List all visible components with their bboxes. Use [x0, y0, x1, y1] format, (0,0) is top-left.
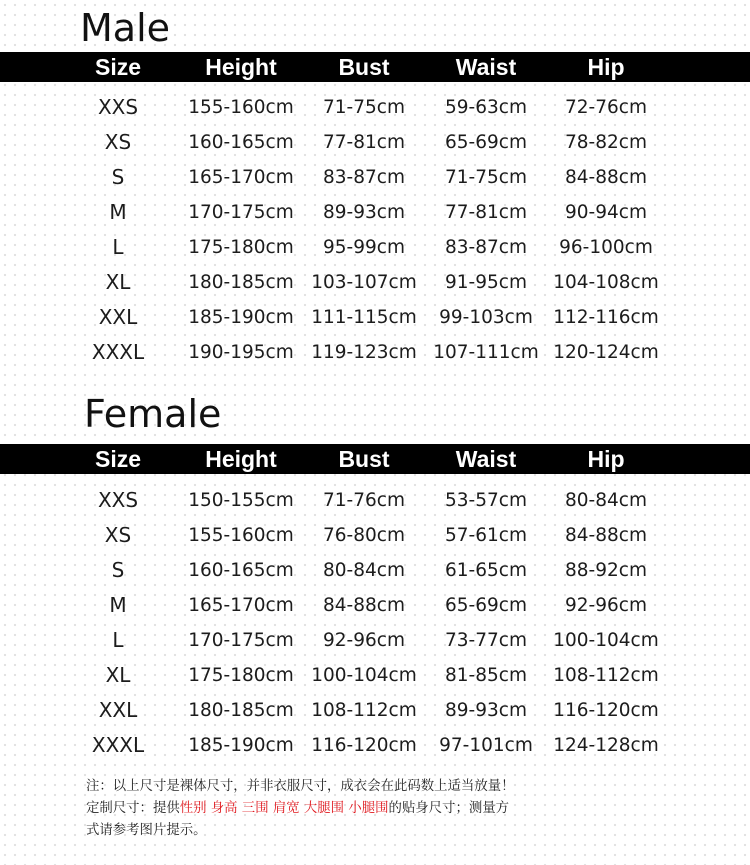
bust-cell: 71-76cm — [323, 490, 405, 511]
hip-cell: 108-112cm — [553, 665, 659, 686]
waist-cell: 73-77cm — [445, 630, 527, 651]
table-row — [0, 728, 750, 763]
height-cell: 155-160cm — [188, 525, 294, 546]
size-cell: XXS — [97, 95, 139, 119]
size-notes — [86, 776, 726, 842]
size-cell: XS — [104, 523, 132, 547]
height-cell: 170-175cm — [188, 202, 294, 223]
size-cell: M — [109, 200, 127, 224]
height-cell: 180-185cm — [188, 272, 294, 293]
female-title: Female — [84, 392, 222, 436]
male-header-height: Height — [205, 54, 277, 80]
height-cell: 175-180cm — [188, 665, 294, 686]
custom-size-suffix: 的贴身尺寸；测量方 — [388, 801, 510, 816]
note-line-1: 注：以上尺寸是裸体尺寸，并非衣服尺寸，成衣会在此码数上适当放量！ — [86, 779, 515, 794]
waist-cell: 83-87cm — [445, 237, 527, 258]
custom-size-prefix: 定制尺寸：提供 — [86, 801, 180, 816]
hip-cell: 84-88cm — [565, 167, 647, 188]
waist-cell: 77-81cm — [445, 202, 527, 223]
hip-cell: 100-104cm — [553, 630, 659, 651]
table-row — [0, 90, 750, 125]
male-header-bust: Bust — [338, 54, 390, 80]
bust-cell: 119-123cm — [311, 342, 417, 363]
waist-cell: 65-69cm — [445, 595, 527, 616]
size-cell: S — [111, 165, 125, 189]
size-cell: XXXL — [91, 340, 145, 364]
height-cell: 180-185cm — [188, 700, 294, 721]
bust-cell: 103-107cm — [311, 272, 417, 293]
table-row — [0, 230, 750, 265]
size-cell: XXXL — [91, 733, 145, 757]
table-row — [0, 195, 750, 230]
bust-cell: 77-81cm — [323, 132, 405, 153]
height-cell: 155-160cm — [188, 97, 294, 118]
table-row — [0, 160, 750, 195]
waist-cell: 65-69cm — [445, 132, 527, 153]
table-row — [0, 588, 750, 623]
bust-cell: 76-80cm — [323, 525, 405, 546]
size-cell: XXL — [98, 698, 138, 722]
bust-cell: 92-96cm — [323, 630, 405, 651]
waist-cell: 57-61cm — [445, 525, 527, 546]
hip-cell: 84-88cm — [565, 525, 647, 546]
waist-cell: 91-95cm — [445, 272, 527, 293]
height-cell: 185-190cm — [188, 735, 294, 756]
height-cell: 170-175cm — [188, 630, 294, 651]
table-row — [0, 623, 750, 658]
table-row — [0, 265, 750, 300]
custom-size-highlight: 性别 身高 三围 肩宽 大腿围 小腿围 — [179, 801, 389, 816]
table-row — [0, 553, 750, 588]
bust-cell: 89-93cm — [323, 202, 405, 223]
hip-cell: 72-76cm — [565, 97, 647, 118]
hip-cell: 88-92cm — [565, 560, 647, 581]
female-size-table — [0, 483, 750, 763]
male-header-hip: Hip — [587, 54, 625, 80]
bust-cell: 95-99cm — [323, 237, 405, 258]
height-cell: 165-170cm — [188, 595, 294, 616]
female-header-bust: Bust — [338, 446, 390, 472]
waist-cell: 71-75cm — [445, 167, 527, 188]
bust-cell: 100-104cm — [311, 665, 417, 686]
male-header-waist: Waist — [455, 54, 517, 80]
table-row — [0, 693, 750, 728]
hip-cell: 80-84cm — [565, 490, 647, 511]
size-cell: XL — [105, 663, 131, 687]
hip-cell: 78-82cm — [565, 132, 647, 153]
male-header-size: Size — [94, 54, 142, 80]
female-header-hip: Hip — [587, 446, 625, 472]
table-row — [0, 658, 750, 693]
female-header-waist: Waist — [455, 446, 517, 472]
table-row — [0, 300, 750, 335]
height-cell: 185-190cm — [188, 307, 294, 328]
waist-cell: 97-101cm — [439, 735, 533, 756]
size-cell: M — [109, 593, 127, 617]
male-header-bar — [0, 52, 750, 82]
bust-cell: 71-75cm — [323, 97, 405, 118]
size-cell: XXL — [98, 305, 138, 329]
hip-cell: 96-100cm — [559, 237, 653, 258]
size-cell: XS — [104, 130, 132, 154]
height-cell: 175-180cm — [188, 237, 294, 258]
table-row — [0, 483, 750, 518]
hip-cell: 112-116cm — [553, 307, 659, 328]
hip-cell: 92-96cm — [565, 595, 647, 616]
female-header-size: Size — [94, 446, 142, 472]
male-title: Male — [80, 6, 171, 50]
bust-cell: 83-87cm — [323, 167, 405, 188]
bust-cell: 84-88cm — [323, 595, 405, 616]
hip-cell: 90-94cm — [565, 202, 647, 223]
height-cell: 160-165cm — [188, 132, 294, 153]
note-line-2 — [86, 798, 726, 820]
hip-cell: 120-124cm — [553, 342, 659, 363]
height-cell: 190-195cm — [188, 342, 294, 363]
waist-cell: 107-111cm — [433, 342, 539, 363]
bust-cell: 116-120cm — [311, 735, 417, 756]
hip-cell: 104-108cm — [553, 272, 659, 293]
size-cell: XL — [105, 270, 131, 294]
height-cell: 150-155cm — [188, 490, 294, 511]
size-cell: XXS — [97, 488, 139, 512]
waist-cell: 89-93cm — [445, 700, 527, 721]
table-row — [0, 335, 750, 370]
bust-cell: 80-84cm — [323, 560, 405, 581]
female-header-bar — [0, 444, 750, 474]
waist-cell: 53-57cm — [445, 490, 527, 511]
height-cell: 160-165cm — [188, 560, 294, 581]
size-cell: S — [111, 558, 125, 582]
hip-cell: 116-120cm — [553, 700, 659, 721]
hip-cell: 124-128cm — [553, 735, 659, 756]
waist-cell: 81-85cm — [445, 665, 527, 686]
table-row — [0, 518, 750, 553]
table-row — [0, 125, 750, 160]
size-cell: L — [112, 235, 124, 259]
waist-cell: 61-65cm — [445, 560, 527, 581]
waist-cell: 99-103cm — [439, 307, 533, 328]
size-cell: L — [112, 628, 124, 652]
bust-cell: 111-115cm — [311, 307, 417, 328]
waist-cell: 59-63cm — [445, 97, 527, 118]
bust-cell: 108-112cm — [311, 700, 417, 721]
height-cell: 165-170cm — [188, 167, 294, 188]
female-header-height: Height — [205, 446, 277, 472]
male-size-table — [0, 90, 750, 370]
note-line-3: 式请参考图片提示。 — [86, 823, 207, 838]
